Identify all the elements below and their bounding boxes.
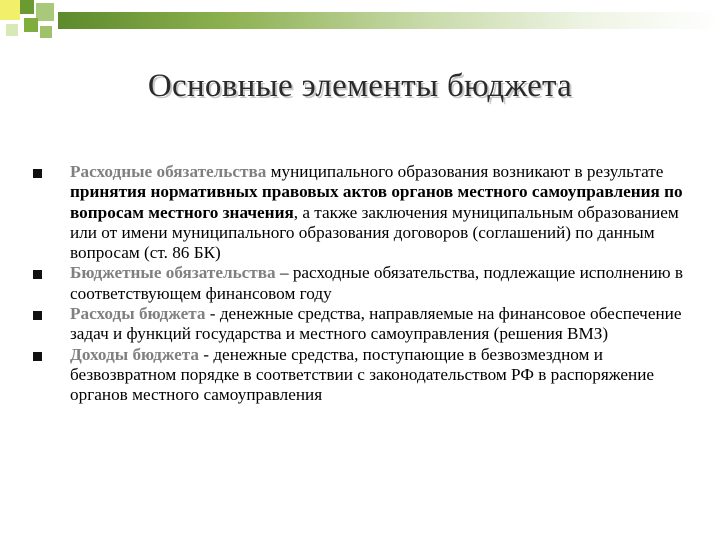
item-text: - денежные средства, поступающие в безвозмездном и безвозвратном порядке в соответствии с законодательством РФ в распоряжение органов местного самоуправления [70, 344, 655, 405]
item-text: , а также заключения муниципальным образованием или от имени муниципального образования договоров (соглашений) по данным вопросам (ст. 86 БК) [70, 202, 679, 263]
slide-title: Основные элементы бюджета [147, 68, 573, 104]
item-text: принятия нормативных правовых актов органов местного самоуправления по вопросам местного значения [70, 182, 683, 222]
item-text: - денежные средства, направляемые на финансовое обеспечение задач и функций государства и местного самоуправления (решения ВМЗ) [70, 304, 682, 344]
list-item [28, 345, 698, 406]
bullet-list [28, 162, 698, 406]
square-bullet-icon [33, 270, 42, 279]
deco-square-light-green [36, 3, 54, 21]
square-bullet-icon [33, 169, 42, 178]
list-item [28, 162, 698, 263]
item-text: муниципального образования возникают в результате [266, 162, 664, 181]
list-item [28, 304, 698, 345]
term-label: Расходные обязательства [70, 162, 267, 181]
term-label: Расходы бюджета [70, 304, 206, 324]
list-item [28, 263, 698, 304]
header-gradient-bar [58, 12, 720, 29]
square-bullet-icon [33, 352, 42, 361]
deco-square-yellow [0, 0, 20, 20]
item-text: – расходные обязательства, подлежащие исполнению в соответствующем финансовом году [70, 263, 684, 303]
term-label: Доходы бюджета [70, 344, 199, 364]
deco-square-green [24, 18, 38, 32]
square-bullet-icon [33, 311, 42, 320]
deco-square-dark-green [20, 0, 34, 14]
deco-square-pale [6, 24, 18, 36]
deco-square-olive [40, 26, 52, 38]
decorative-header [0, 0, 720, 60]
term-label: Бюджетные обязательства [70, 263, 276, 283]
